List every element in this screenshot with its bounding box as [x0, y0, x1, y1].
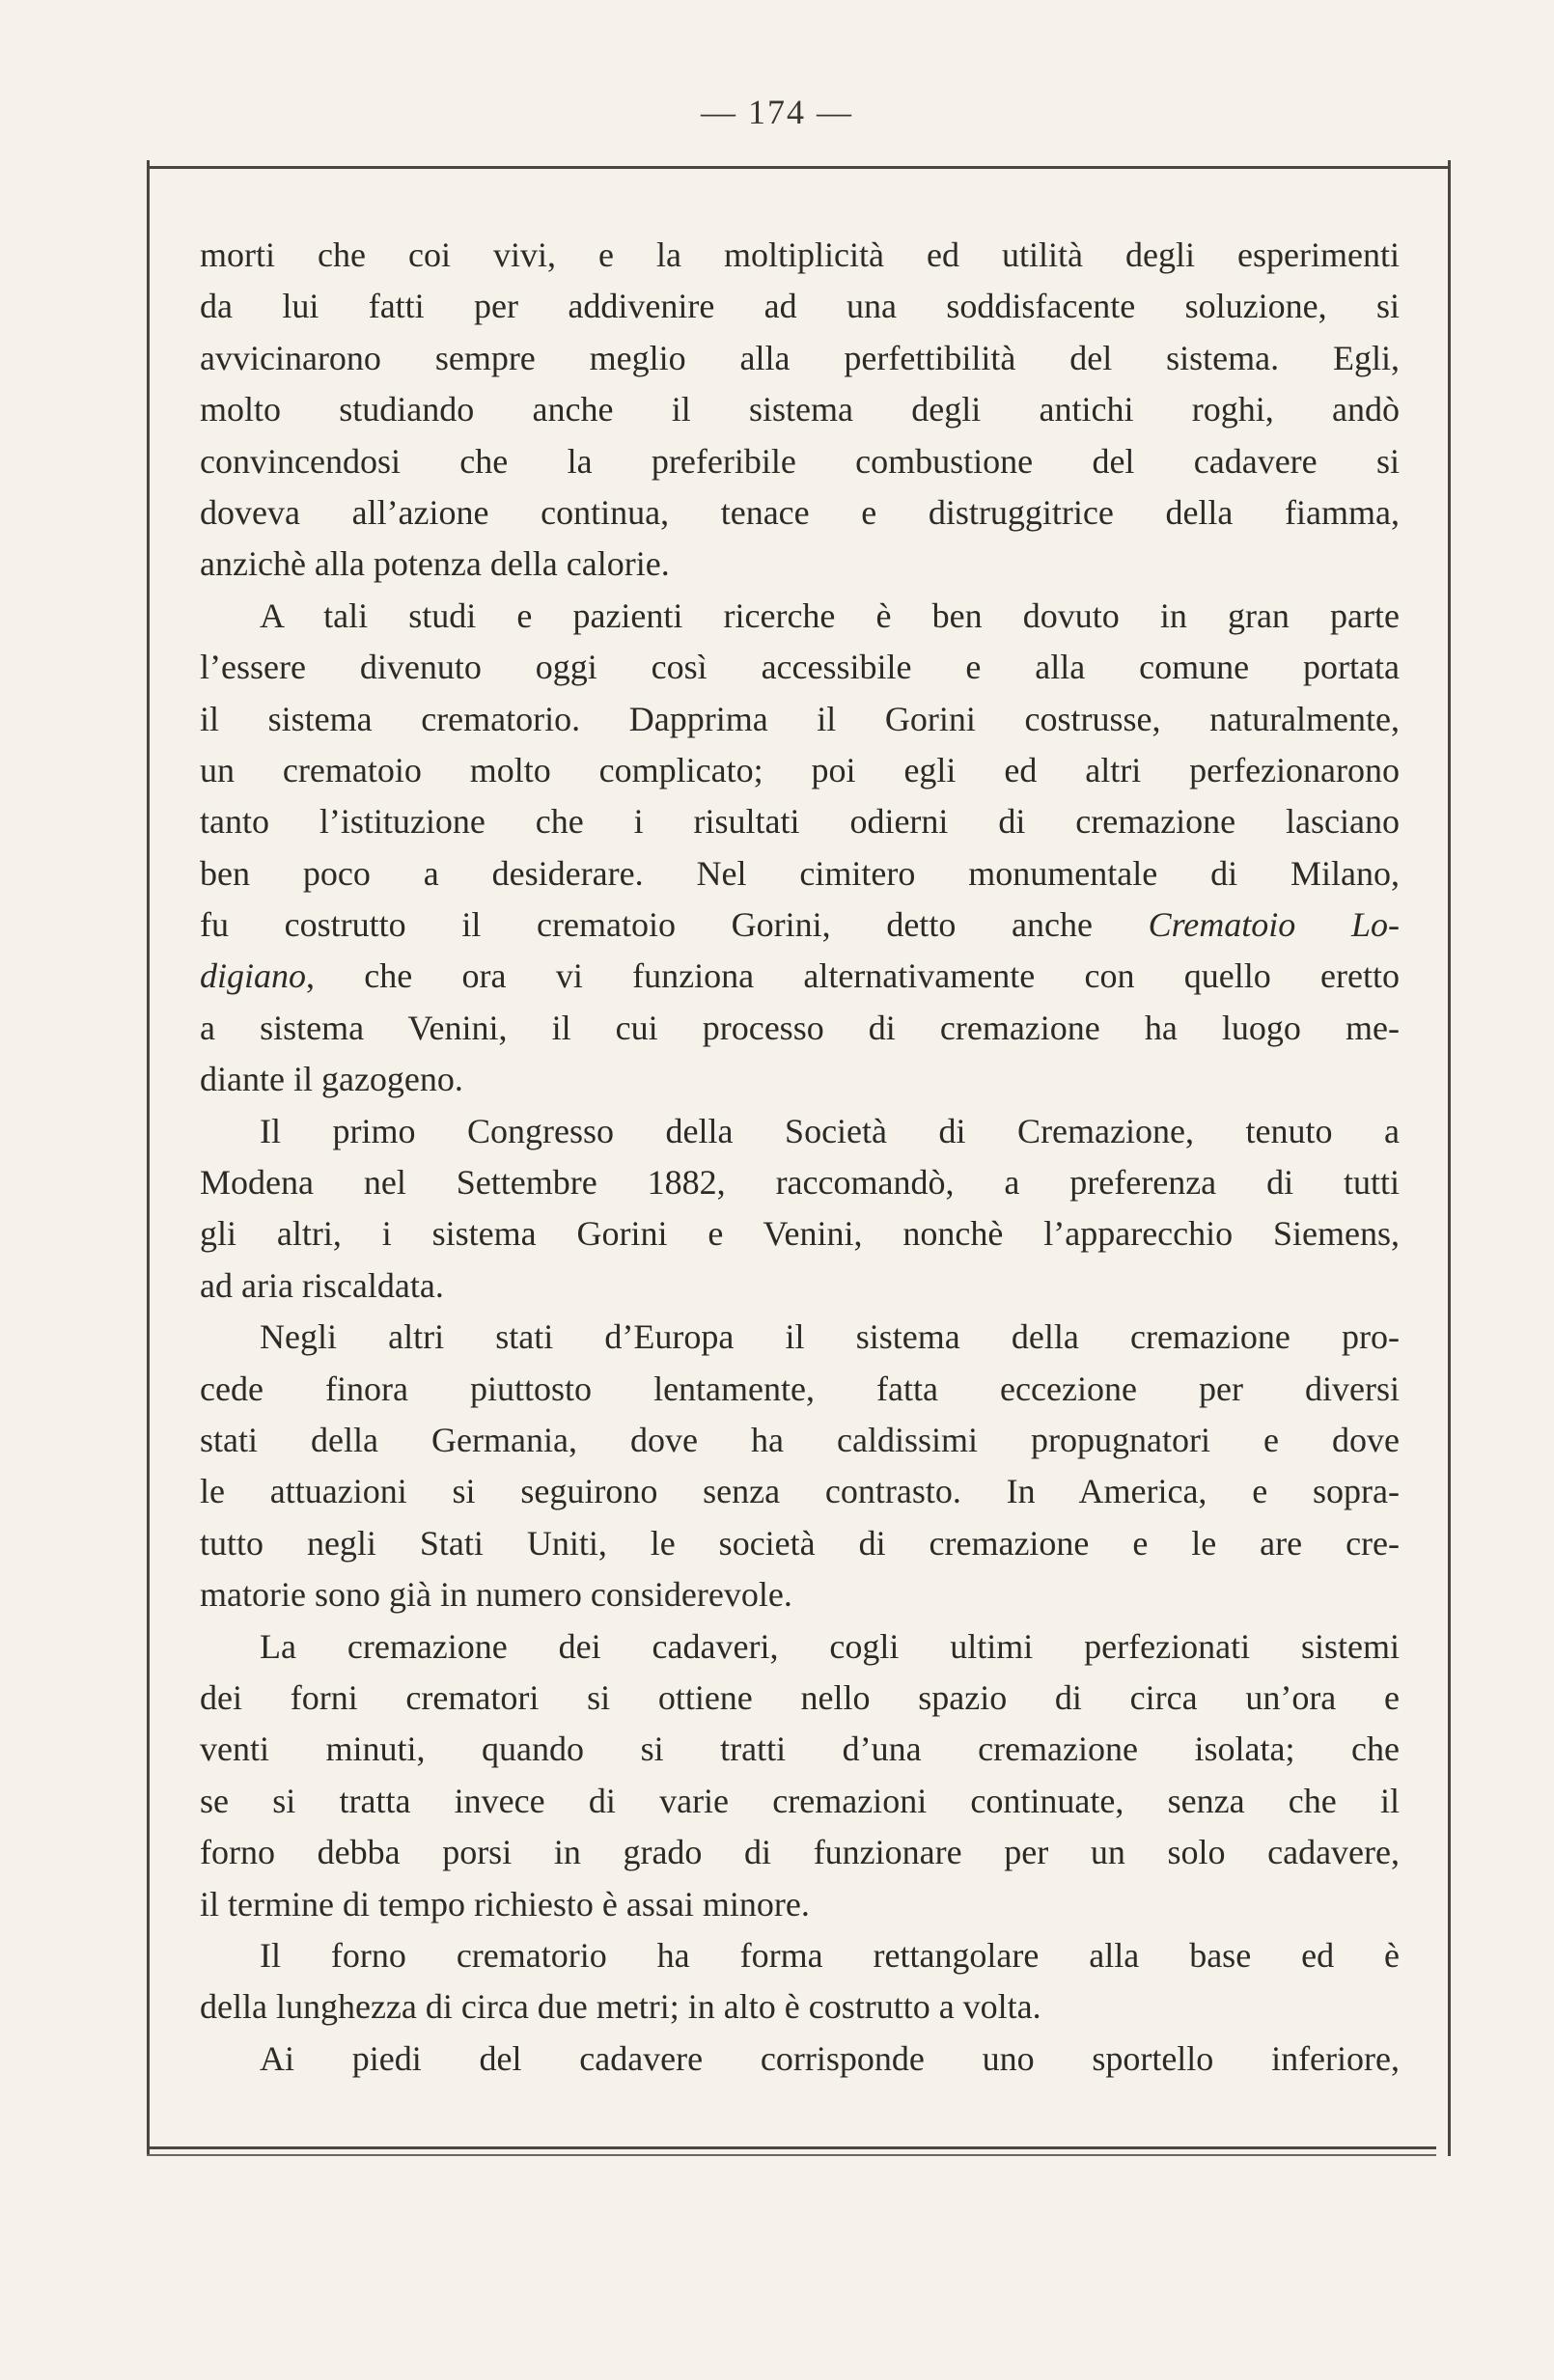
- text-line: anzichè alla potenza della calorie.: [200, 544, 670, 584]
- italic-term: digiano: [200, 956, 307, 996]
- text-line: dei forni crematori si ottiene nello spazio di circa un’ora e: [200, 1677, 1400, 1717]
- text-line: [200, 899, 1400, 951]
- text-line: [200, 951, 1400, 1002]
- text-line: venti minuti, quando si tratti d’una cremazione isolata; che: [200, 1730, 1400, 1769]
- frame-bottom-rule: [147, 2146, 1436, 2149]
- text-line: un crematoio molto complicato; poi egli ed altri perfezionarono: [200, 750, 1400, 789]
- text-line: l’essere divenuto oggi così accessibile e alla comune portata: [200, 648, 1400, 687]
- text-line: il sistema crematorio. Dapprima il Gorini costrusse, naturalmente,: [200, 699, 1400, 738]
- text-line: della lunghezza di circa due metri; in alto è costrutto a volta.: [200, 1987, 1041, 2027]
- body-text: [200, 230, 1400, 2085]
- text-line: matorie sono già in numero considerevole.: [200, 1575, 792, 1615]
- paragraph-start-line: La cremazione dei cadaveri, cogli ultimi perfezionati sistemi: [260, 1626, 1400, 1666]
- text-line: morti che coi vivi, e la moltiplicità ed utilità degli esperimenti: [200, 235, 1400, 274]
- frame-top-rule: [147, 166, 1448, 169]
- text-line: ad aria riscaldata.: [200, 1265, 444, 1305]
- text-line: forno debba porsi in grado di funzionare per un solo cadavere,: [200, 1833, 1400, 1872]
- line-text: , che ora vi funziona alternativamente con quello eretto: [306, 956, 1400, 996]
- text-line: doveva all’azione continua, tenace e distruggitrice della fiamma,: [200, 492, 1400, 532]
- paragraph-start-line: Ai piedi del cadavere corrisponde uno sportello inferiore,: [260, 2038, 1400, 2078]
- text-line: diante il gazogeno.: [200, 1060, 463, 1099]
- text-line: molto studiando anche il sistema degli antichi roghi, andò: [200, 390, 1400, 429]
- paragraph-start-line: Negli altri stati d’Europa il sistema della cremazione pro-: [260, 1317, 1400, 1357]
- paragraph-start-line: Il primo Congresso della Società di Cremazione, tenuto a: [260, 1111, 1400, 1150]
- text-line: avvicinarono sempre meglio alla perfettibilità del sistema. Egli,: [200, 338, 1400, 377]
- text-line: se si tratta invece di varie cremazioni continuate, senza che il: [200, 1781, 1400, 1820]
- text-line: convincendosi che la preferibile combustione del cadavere si: [200, 441, 1400, 481]
- text-line: tanto l’istituzione che i risultati odierni di cremazione lasciano: [200, 802, 1400, 842]
- text-line: tutto negli Stati Uniti, le società di cremazione e le are cre-: [200, 1523, 1400, 1563]
- frame-bottom-rule-secondary: [147, 2154, 1436, 2156]
- italic-term: Crematoio Lo-: [1148, 905, 1400, 945]
- page-number: — 174 —: [701, 93, 853, 131]
- paragraph-start-line: A tali studi e pazienti ricerche è ben dovuto in gran parte: [260, 595, 1400, 635]
- text-line: il termine di tempo richiesto è assai minore.: [200, 1884, 810, 1923]
- frame-right-rule: [1448, 160, 1451, 2156]
- text-line: a sistema Venini, il cui processo di cremazione ha luogo me-: [200, 1008, 1400, 1047]
- line-text: fu costrutto il crematoio Gorini, detto anche: [200, 905, 1149, 945]
- text-line: gli altri, i sistema Gorini e Venini, nonchè l’apparecchio Siemens,: [200, 1214, 1400, 1254]
- frame-left-rule: [147, 160, 150, 2156]
- text-line: stati della Germania, dove ha caldissimi propugnatori e dove: [200, 1420, 1400, 1459]
- text-line: Modena nel Settembre 1882, raccomandò, a preferenza di tutti: [200, 1163, 1400, 1203]
- text-line: cede finora piuttosto lentamente, fatta eccezione per diversi: [200, 1369, 1400, 1408]
- text-line: da lui fatti per addivenire ad una soddisfacente soluzione, si: [200, 287, 1400, 326]
- text-line: le attuazioni si seguirono senza contrasto. In America, e sopra-: [200, 1472, 1400, 1511]
- text-line: ben poco a desiderare. Nel cimitero monumentale di Milano,: [200, 853, 1400, 893]
- paragraph-start-line: Il forno crematorio ha forma rettangolare alla base ed è: [260, 1935, 1400, 1975]
